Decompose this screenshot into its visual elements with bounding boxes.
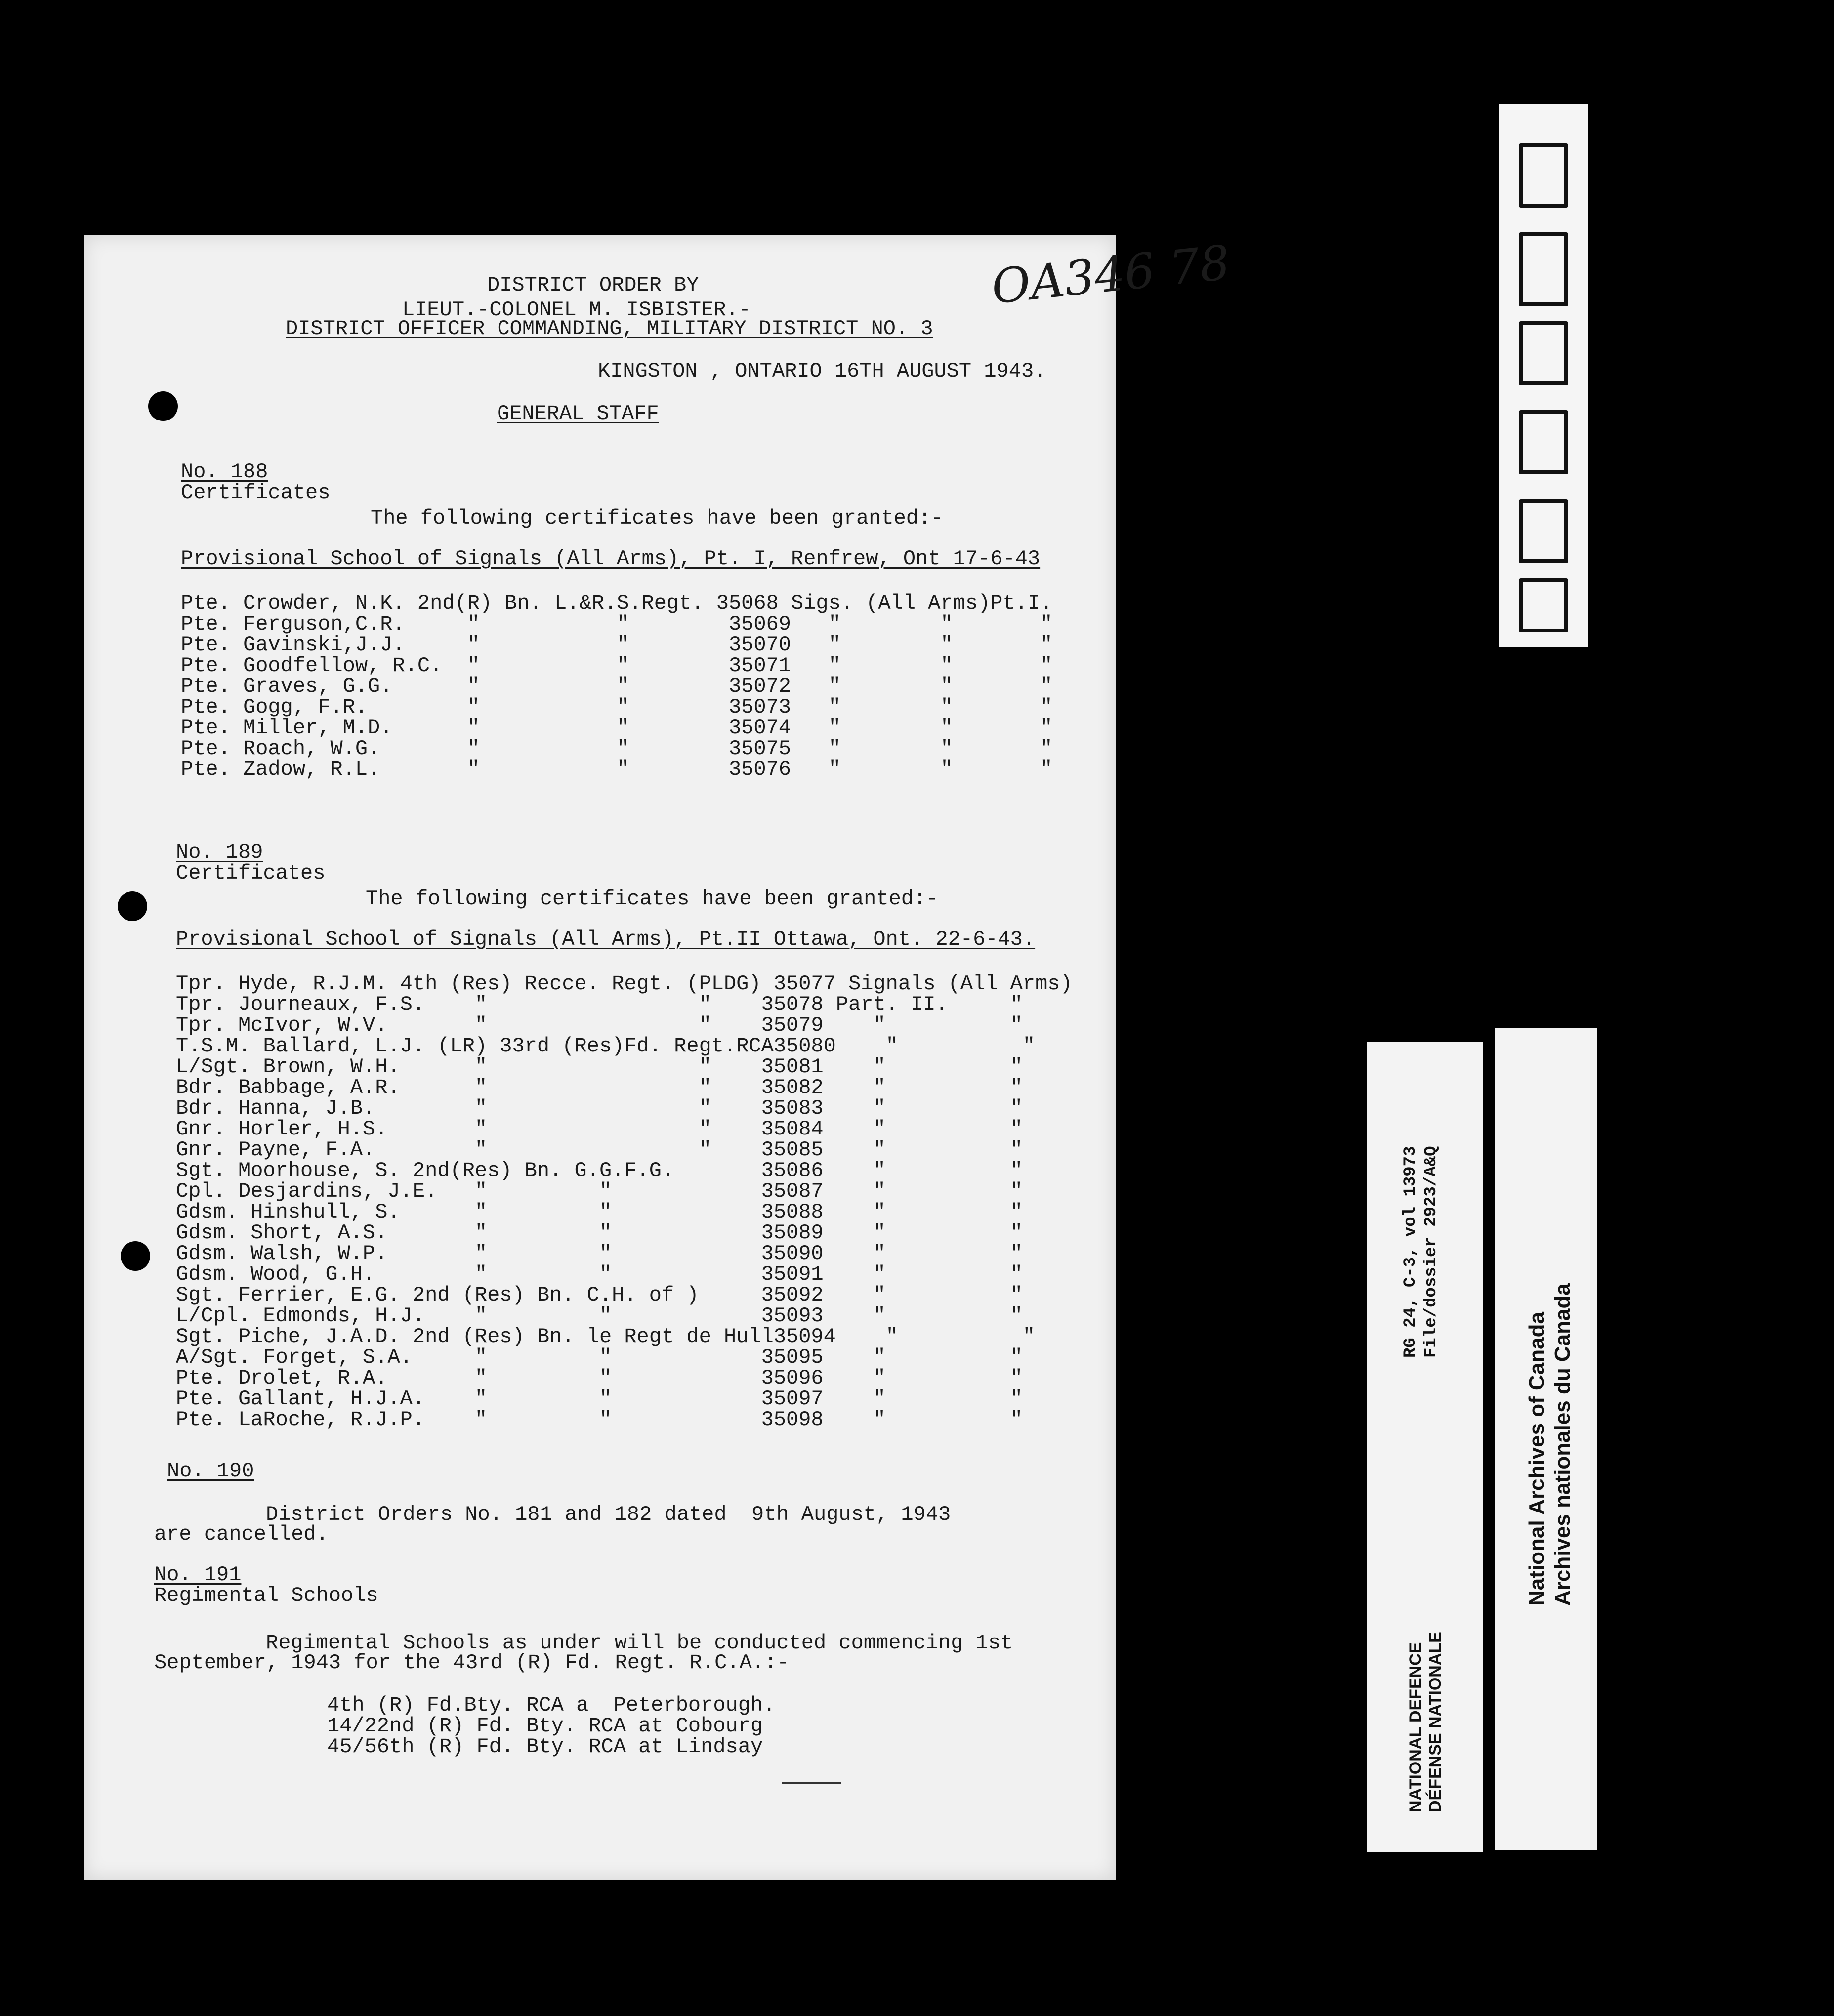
list-item: Pte. Drolet, R.A. " " 35096 " ": [176, 1366, 1023, 1390]
order-191-line-1: Regimental Schools as under will be conducted commencing 1st: [266, 1631, 1013, 1655]
header-line-2: LIEUT.-COLONEL M. ISBISTER.-: [402, 298, 751, 322]
list-item: A/Sgt. Forget, S.A. " " 35095 " ": [176, 1345, 1023, 1369]
list-item: Gnr. Payne, F.A. " " 35085 " ": [176, 1138, 1023, 1162]
handwritten-annotation: OA346 78: [989, 235, 1233, 315]
order-191-title: Regimental Schools: [154, 1584, 378, 1607]
punch-hole: [118, 891, 147, 921]
order-189-title: Certificates: [176, 861, 326, 885]
list-item: 14/22nd (R) Fd. Bty. RCA at Cobourg: [327, 1714, 763, 1738]
list-item: Pte. Gavinski,J.J. " " 35070 " " ": [181, 633, 1053, 657]
list-item: Pte. Gogg, F.R. " " 35073 " " ": [181, 695, 1053, 719]
order-191-line-2: September, 1943 for the 43rd (R) Fd. Regt. R.C.A.:-: [154, 1651, 790, 1675]
list-item: Gdsm. Short, A.S. " " 35089 " ": [176, 1221, 1023, 1245]
list-item: Bdr. Babbage, A.R. " " 35082 " ": [176, 1076, 1023, 1099]
list-item: Cpl. Desjardins, J.E. " " 35087 " ": [176, 1179, 1023, 1203]
order-188-course: Provisional School of Signals (All Arms), Pt. I, Renfrew, Ont 17-6-43: [181, 547, 1041, 571]
order-190-line-2: are cancelled.: [154, 1522, 329, 1546]
list-item: Pte. Miller, M.D. " " 35074 " " ": [181, 716, 1053, 740]
frame-digit: [1519, 232, 1568, 306]
header-line-1: DISTRICT ORDER BY: [487, 273, 699, 297]
branch-heading: GENERAL STAFF: [497, 402, 659, 425]
order-190-line-1: District Orders No. 181 and 182 dated 9th August, 1943: [266, 1503, 951, 1526]
list-item: Pte. Crowder, N.K. 2nd(R) Bn. L.&R.S.Regt. 35068 Sigs. (All Arms)Pt.I.: [181, 591, 1053, 615]
reference-line-2: File/dossier 2923/A&Q: [1422, 1146, 1441, 1358]
order-189-number: No. 189: [176, 840, 263, 864]
list-item: L/Cpl. Edmonds, H.J. " " 35093 " ": [176, 1304, 1023, 1328]
list-item: Gdsm. Walsh, W.P. " " 35090 " ": [176, 1242, 1023, 1265]
order-188-list: [181, 593, 1052, 780]
archive-name-en: National Archives of Canada: [1525, 1312, 1549, 1606]
list-item: Pte. Ferguson,C.R. " " 35069 " " ": [181, 612, 1053, 636]
list-item: Tpr. Hyde, R.J.M. 4th (Res) Recce. Regt. (PLDG) 35077 Signals (All Arms): [176, 972, 1073, 996]
header-line-3: DISTRICT OFFICER COMMANDING, MILITARY DISTRICT NO. 3: [286, 317, 933, 340]
punch-hole: [148, 391, 178, 421]
frame-digit: [1519, 321, 1568, 385]
order-189-list: [176, 973, 1073, 1430]
district-order-page: [84, 235, 1233, 1880]
department-fr: DÉFENSE NATIONALE: [1426, 1632, 1445, 1812]
list-item: Gdsm. Wood, G.H. " " 35091 " ": [176, 1262, 1023, 1286]
list-item: Sgt. Ferrier, E.G. 2nd (Res) Bn. C.H. of ) 35092 " ": [176, 1283, 1023, 1307]
order-188-number: No. 188: [181, 460, 268, 484]
film-frame-tag: [1499, 104, 1588, 647]
list-item: Gdsm. Hinshull, S. " " 35088 " ": [176, 1200, 1023, 1224]
order-191-number: No. 191: [154, 1563, 242, 1587]
reference-tag: [1367, 1042, 1483, 1852]
archive-name-fr: Archives nationales du Canada: [1550, 1283, 1575, 1606]
list-item: Gnr. Horler, H.S. " " 35084 " ": [176, 1117, 1023, 1141]
closing-dash: [782, 1782, 841, 1784]
list-item: Pte. Graves, G.G. " " 35072 " " ": [181, 674, 1053, 698]
list-item: Pte. Roach, W.G. " " 35075 " " ": [181, 737, 1053, 760]
list-item: Pte. Zadow, R.L. " " 35076 " " ": [181, 757, 1053, 781]
list-item: 4th (R) Fd.Bty. RCA a Peterborough.: [327, 1693, 776, 1717]
list-item: Sgt. Moorhouse, S. 2nd(Res) Bn. G.G.F.G. 35086 " ": [176, 1159, 1023, 1182]
frame-digit: [1519, 143, 1568, 208]
order-191-schools: [327, 1695, 775, 1757]
list-item: Pte. Goodfellow, R.C. " " 35071 " " ": [181, 654, 1053, 677]
list-item: Bdr. Hanna, J.B. " " 35083 " ": [176, 1096, 1023, 1120]
department-en: NATIONAL DEFENCE: [1406, 1642, 1425, 1812]
list-item: Tpr. McIvor, W.V. " " 35079 " ": [176, 1013, 1023, 1037]
order-189-intro: The following certificates have been granted:-: [366, 887, 939, 911]
order-189-course: Provisional School of Signals (All Arms), Pt.II Ottawa, Ont. 22-6-43.: [176, 927, 1036, 951]
order-190-number: No. 190: [167, 1459, 254, 1483]
frame-digit: [1519, 578, 1568, 632]
frame-digit: [1519, 499, 1568, 563]
list-item: Pte. Gallant, H.J.A. " " 35097 " ": [176, 1387, 1023, 1411]
list-item: Pte. LaRoche, R.J.P. " " 35098 " ": [176, 1408, 1023, 1431]
reference-line-1: RG 24, C-3, vol 13973: [1401, 1146, 1420, 1358]
frame-digit: [1519, 410, 1568, 474]
order-188-title: Certificates: [181, 481, 331, 504]
list-item: L/Sgt. Brown, W.H. " " 35081 " ": [176, 1055, 1023, 1079]
list-item: 45/56th (R) Fd. Bty. RCA at Lindsay: [327, 1735, 763, 1759]
list-item: T.S.M. Ballard, L.J. (LR) 33rd (Res)Fd. Regt.RCA35080 " ": [176, 1034, 1036, 1058]
place-date: KINGSTON , ONTARIO 16TH AUGUST 1943.: [598, 359, 1046, 383]
list-item: Sgt. Piche, J.A.D. 2nd (Res) Bn. le Regt de Hull35094 " ": [176, 1325, 1036, 1348]
archives-tag: [1495, 1028, 1597, 1850]
list-item: Tpr. Journeaux, F.S. " " 35078 Part. II. ": [176, 993, 1023, 1016]
punch-hole: [121, 1241, 150, 1271]
order-188-intro: The following certificates have been granted:-: [371, 506, 944, 530]
